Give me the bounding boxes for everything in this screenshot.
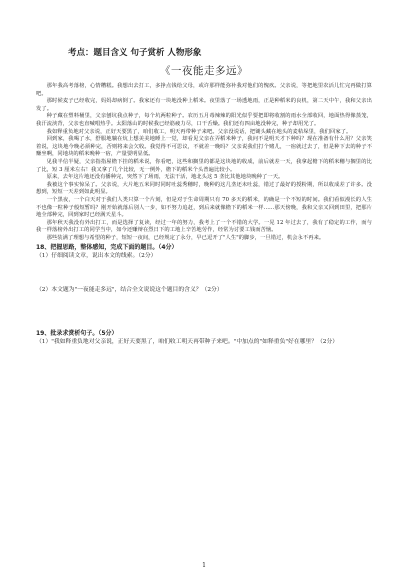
question-18 [36,244,372,328]
paragraph: 一个黑夜，一个白天对于我们人类只算一个片刻，但是对于生命周期只有 70 多天的稻米，的确是一个不短的时间。我们看似漫长的人生不也像一粒种子般短暂吗？刚开始就落后别人一步，如不努力追赶，到后来就像檐下的稻米一样……那天傍晚，我和父亲又回到田里，把那片地全部种完，回到家时已经满天星斗。 [36,196,372,219]
paragraph: 那些装满了理想与希望的种子，短短一夜间，已经规定了永分，早已逗开了"人生"的脚步，一旦错过，机会永不再来。 [46,234,325,241]
question-19 [36,330,372,346]
question-18-part-1: （1）仔细阅读文章，说出本文的线索。（2分） [36,253,157,260]
paragraph: 原来，去年这片地还没有播种完，突然下了场雨，无法干活，地北头这 5 垄比其他地块晚种了一天。 [46,174,284,181]
worksheet [36,46,372,346]
paragraph: 见我半信半疑，父亲指指屋檐下挂的稻米说，你看吧，这些和搁里的都是这块地的收成，前后就差一天，我拿起檐下的稻米穗与搁里的比了比，短 3 厘米左右！我又拿了几个比较，无一例外，檐下的稻米个头普遍比较小。 [36,158,372,173]
answer-space[interactable] [36,260,372,286]
question-18-head: 18、把握思路，整体感知，完成下面的题目。（4分） [36,244,178,252]
page-number: 1 [202,562,206,569]
paragraph: 种子藏在塑料桶里，父亲刨坑我点种子，每个坑两粒种子。农历五月毒辣辣的阳光似乎要把即将收割的雨水全部收回，地面热得像蒸笼，我汗流浃背，父亲也直喊唱热乎。太阳落山的时候我已经筋疲力尽，口干舌燥。我们还有四亩地没种完，种子却用光了。 [36,113,372,127]
paragraph: 我如释重负地对父亲说，正好天要黑了，咱们收工，明天再带种子来吧。父亲没说话，把锄头藏在地头的麦秸垛里，我们回家了。 [46,128,352,135]
question-19-part-1: （1）"我如释重负地对父亲说，正好天要黑了，咱们收工明天再带种子来吧。"中加点的"如释重负"好在哪里？（2分） [36,339,339,346]
paragraph: 回到家，我喝了水，舒服地躺在炕上想美美地睡上一觉，却看见父亲在弄稻米种子，我问不是明天才下种吗？现在准备有什么用？父亲笑着说，这块地今晚必须种完，否则将来会欠收。我觉得不可思议，不就差一晚吗？父亲说我们打个赌儿，一宿就过去了，但是种下去的种子不赚坐啊，同地块的稻米晚种一宿，产量要明显低。 [36,136,372,158]
paragraph: 那年我高考落榜，心情糟糕。我想出去打工，多挣点钱给父母，或许那样能弥补我对他们的愧疚。父亲说，等把地里农活儿忙完再做打算吧。 [36,83,372,97]
article-body [36,83,372,242]
answer-space[interactable] [36,294,372,328]
question-19-head: 19、批录求赏析句子。（5分） [36,330,118,338]
question-18-part-2: （2）本文题为"一夜能走多远"，结合全文说说这个题目的含义？（2分） [36,287,223,294]
topic-header: 考点：题目含义 句子赏析 人物形象 [68,48,202,58]
paragraph: 我被这个事实惊呆了。父亲说，大片地五米同时同时吐蕊秀穗时，晚种的这几垄还未吐蕊，错过了最好的授粉期，所以收成差了许多。没想到，短短一天差到如此明显。 [36,181,372,196]
paragraph: 那年秋天我没有外出打工，而是选择了复读，经过一年的努力，我考上了一个不错的大学。一晃 12 年过去了，我有了稳定的工作，而与我一样落榜外出打工的同学当中，如今还赚辩在烈日下的工地上辛苦地劳作，经常为讨要工钱而苦恼。 [36,219,372,234]
paragraph: 那时候麦子已经收完，妈妈却病倒了。我家还有一块地没种上稻米。夜里落了一场透地雨，正是种稻米的良机，第二天中午，我和父亲出发了。 [36,98,372,112]
article-title: 《一夜能走多远》 [160,65,248,77]
